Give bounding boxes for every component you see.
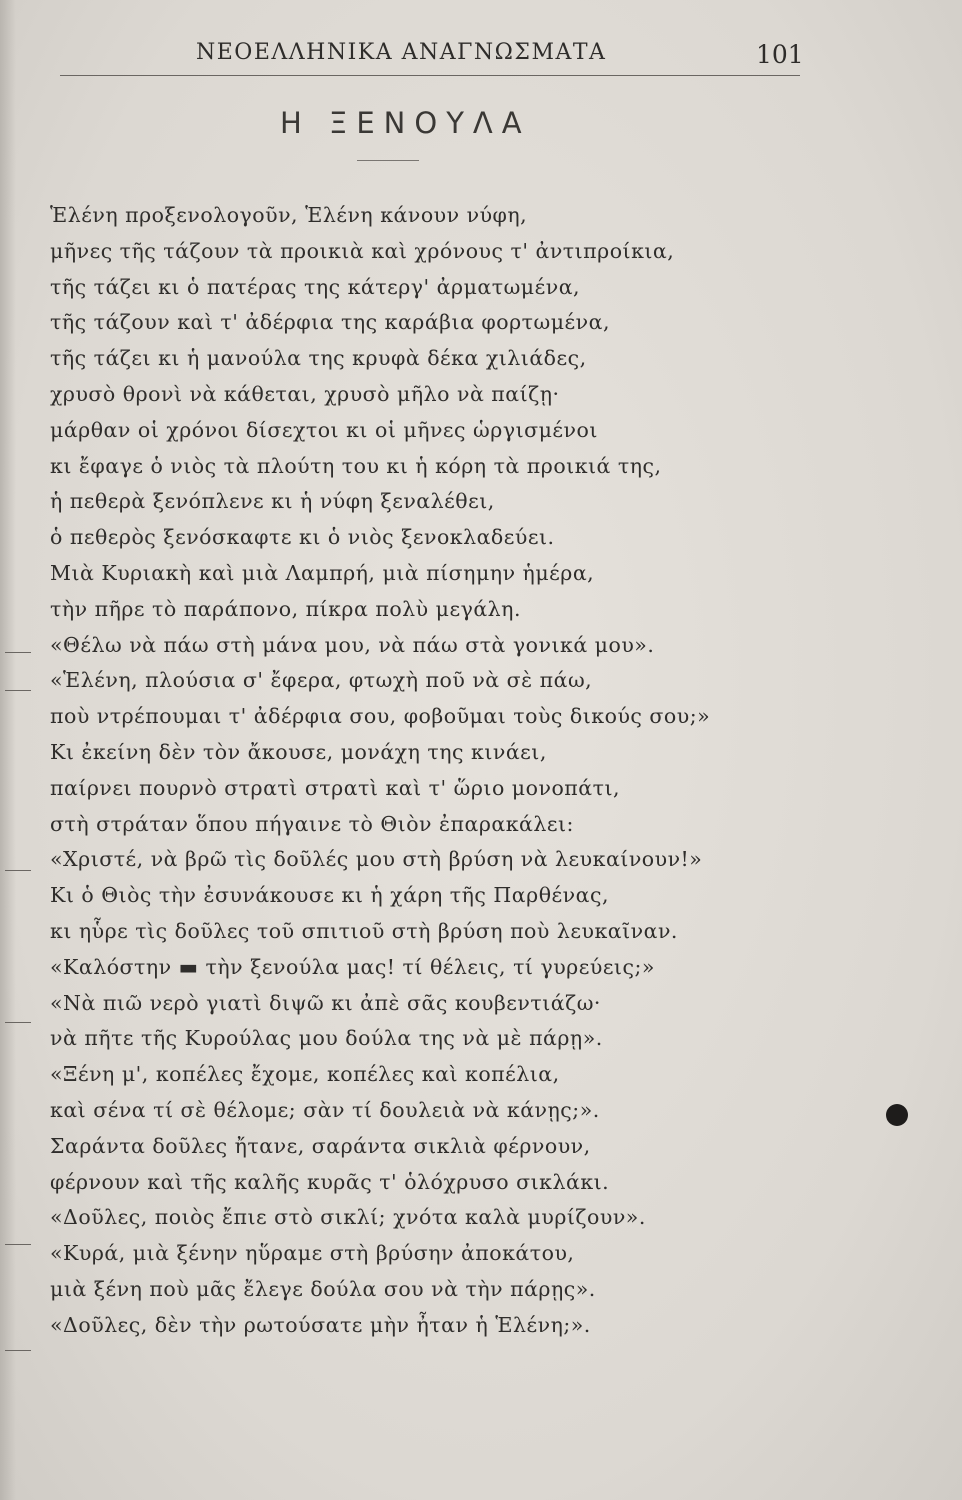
binder-hole xyxy=(886,1104,908,1126)
verse-line: χρυσὸ θρονὶ νὰ κάθεται, χρυσὸ μῆλο νὰ παίζῃ· xyxy=(50,381,560,406)
verse-line: παίρνει πουρνὸ στρατὶ στρατὶ καὶ τ' ὥριο μονοπάτι, xyxy=(50,775,620,800)
verse-line: φέρνουν καὶ τῆς καλῆς κυρᾶς τ' ὁλόχρυσο σικλάκι. xyxy=(50,1169,610,1194)
verse-line: «Νὰ πιῶ νερὸ γιατὶ διψῶ κι ἀπὲ σᾶς κουβεντιάζω· xyxy=(50,990,601,1015)
verse-line: καὶ σένα τί σὲ θέλομε; σὰν τί δουλειὰ νὰ κάνῃς;». xyxy=(50,1097,600,1122)
verse-line: «Ἑλένη, πλούσια σ' ἔφερα, φτωχὴ ποῦ νὰ σὲ πάω, xyxy=(50,668,593,693)
verse-line: «Καλόστην ▬ τὴν ξενούλα μας! τί θέλεις, τί γυρεύεις;» xyxy=(50,954,655,979)
verse-line: Κι ἐκείνη δὲν τὸν ἄκουσε, μονάχη της κινάει, xyxy=(50,739,547,764)
page-number: 101 xyxy=(756,40,804,69)
title-rule xyxy=(357,160,419,161)
verse-line: κι ἔφαγε ὁ νιὸς τὰ πλούτη του κι ἡ κόρη τὰ προικιά της, xyxy=(50,453,662,478)
verse-line: «Χριστέ, νὰ βρῶ τὶς δοῦλές μου στὴ βρύση νὰ λευκαίνουν!» xyxy=(50,847,703,872)
verse-line: «Κυρά, μιὰ ξένην ηὕραμε στὴ βρύσην ἀποκάτου, xyxy=(50,1241,575,1266)
pencil-margin-mark xyxy=(5,1244,31,1245)
verse-line: Μιὰ Κυριακὴ καὶ μιὰ Λαμπρή, μιὰ πίσημην ἡμέρα, xyxy=(50,560,595,585)
gutter-shadow xyxy=(0,0,16,1500)
pencil-margin-mark xyxy=(5,1350,31,1351)
verse-line: τῆς τάζει κι ἡ μανούλα της κρυφὰ δέκα χιλιάδες, xyxy=(50,346,587,371)
poem-body xyxy=(50,198,770,1344)
verse-line: «Ξένη μ', κοπέλες ἔχομε, κοπέλες καὶ κοπέλια, xyxy=(50,1062,560,1087)
verse-line: «Δοῦλες, δὲν τὴν ρωτούσατε μὴν ἦταν ἡ Ἑλένη;». xyxy=(50,1312,591,1337)
verse-line: ποὺ ντρέπουμαι τ' ἀδέρφια σου, φοβοῦμαι τοὺς δικούς σου;» xyxy=(50,704,711,729)
verse-line: ἡ πεθερὰ ξενόπλενε κι ἡ νύφη ξεναλέθει, xyxy=(50,489,495,514)
verse-line: Ἑλένη προξενολογοῦν, Ἑλένη κάνουν νύφη, xyxy=(50,203,528,227)
header-rule xyxy=(60,75,800,76)
running-head: ΝΕΟΕΛΛΗΝΙΚΑ ΑΝΑΓΝΩΣΜΑΤΑ xyxy=(196,40,607,65)
verse-line: τῆς τάζει κι ὁ πατέρας της κάτεργ' ἀρματωμένα, xyxy=(50,274,581,299)
verse-line: «Θέλω νὰ πάω στὴ μάνα μου, νὰ πάω στὰ γονικά μου». xyxy=(50,632,655,657)
pencil-margin-mark xyxy=(5,1022,31,1023)
verse-line: μῆνες τῆς τάζουν τὰ προικιὰ καὶ χρόνους τ' ἀντιπροίκια, xyxy=(50,238,675,263)
verse-line: Κι ὁ Θιὸς τὴν ἐσυνάκουσε κι ἡ χάρη τῆς Παρθένας, xyxy=(50,883,609,908)
verse-line: «Δοῦλες, ποιὸς ἔπιε στὸ σικλί; χνότα καλὰ μυρίζουν». xyxy=(50,1205,646,1230)
pencil-margin-mark xyxy=(5,652,31,653)
verse-line: στὴ στράταν ὅπου πήγαινε τὸ Θιὸν ἐπαρακάλει: xyxy=(50,811,574,836)
verse-line: τὴν πῆρε τὸ παράπονο, πίκρα πολὺ μεγάλη. xyxy=(50,596,521,621)
verse-line: ὁ πεθερὸς ξενόσκαφτε κι ὁ νιὸς ξενοκλαδεύει. xyxy=(50,525,555,550)
verse-line: μάρθαν οἱ χρόνοι δίσεχτοι κι οἱ μῆνες ὡργισμένοι xyxy=(50,417,598,442)
pencil-margin-mark xyxy=(5,870,31,871)
pencil-margin-mark xyxy=(5,690,31,691)
verse-line: μιὰ ξένη ποὺ μᾶς ἔλεγε δούλα σου νὰ τὴν πάρῃς». xyxy=(50,1276,596,1301)
poem-title: Η ΞΕΝΟΥΛΑ xyxy=(280,106,531,140)
verse-line: νὰ πῆτε τῆς Κυρούλας μου δούλα της νὰ μὲ πάρῃ». xyxy=(50,1026,603,1051)
verse-line: Σαράντα δοῦλες ἤτανε, σαράντα σικλιὰ φέρνουν, xyxy=(50,1133,591,1158)
verse-line: τῆς τάζουν καὶ τ' ἀδέρφια της καράβια φορτωμένα, xyxy=(50,310,611,335)
verse-line: κι ηὗρε τὶς δοῦλες τοῦ σπιτιοῦ στὴ βρύση ποὺ λευκαῖναν. xyxy=(50,918,678,943)
